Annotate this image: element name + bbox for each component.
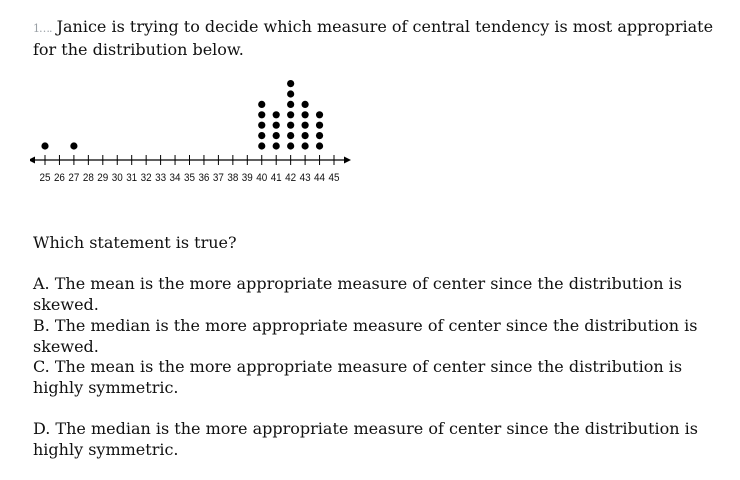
choice-d[interactable]: D. The median is the more appropriate measure of center since the distribution is highly symmetric. bbox=[33, 419, 698, 459]
choice-a[interactable]: A. The mean is the more appropriate measure of center since the distribution is skewed. bbox=[33, 274, 682, 314]
question-stem bbox=[33, 16, 733, 60]
dot-plot bbox=[30, 72, 360, 192]
number-line bbox=[30, 155, 351, 165]
dot-27-1 bbox=[70, 142, 77, 149]
dot-40-4 bbox=[258, 111, 265, 118]
tick-labels bbox=[40, 172, 340, 184]
tick-label-41: 41 bbox=[270, 172, 282, 184]
tick-label-31: 31 bbox=[126, 172, 138, 184]
dot-42-7 bbox=[287, 80, 294, 87]
dot-43-5 bbox=[302, 101, 309, 108]
tick-label-43: 43 bbox=[299, 172, 311, 184]
tick-label-27: 27 bbox=[68, 172, 80, 184]
dot-40-5 bbox=[258, 101, 265, 108]
axis-arrow-left bbox=[30, 157, 35, 164]
dot-41-4 bbox=[273, 111, 280, 118]
question-number: 1…. bbox=[33, 22, 52, 35]
tick-label-45: 45 bbox=[328, 172, 340, 184]
dot-44-3 bbox=[316, 122, 323, 129]
dot-42-3 bbox=[287, 122, 294, 129]
dot-41-3 bbox=[273, 122, 280, 129]
tick-label-34: 34 bbox=[169, 172, 181, 184]
choice-c[interactable]: C. The mean is the more appropriate measure of center since the distribution is highly symmetric. bbox=[33, 357, 683, 397]
dot-40-1 bbox=[258, 142, 265, 149]
tick-label-42: 42 bbox=[285, 172, 297, 184]
tick-label-26: 26 bbox=[53, 172, 65, 184]
tick-label-39: 39 bbox=[241, 172, 253, 184]
tick-label-40: 40 bbox=[256, 172, 268, 184]
tick-label-33: 33 bbox=[155, 172, 167, 184]
dot-42-1 bbox=[287, 142, 294, 149]
dot-44-4 bbox=[316, 111, 323, 118]
dot-40-3 bbox=[258, 122, 265, 129]
dot-42-2 bbox=[287, 132, 294, 139]
tick-label-36: 36 bbox=[198, 172, 210, 184]
dot-44-1 bbox=[316, 142, 323, 149]
dot-42-6 bbox=[287, 90, 294, 97]
dot-41-1 bbox=[273, 142, 280, 149]
dots bbox=[41, 80, 323, 150]
question-text: Janice is trying to decide which measure of central tendency is most appropriate for the distribution below. bbox=[33, 17, 714, 59]
tick-label-28: 28 bbox=[82, 172, 94, 184]
dot-42-5 bbox=[287, 101, 294, 108]
tick-label-44: 44 bbox=[314, 172, 326, 184]
choice-b[interactable]: B. The median is the more appropriate measure of center since the distribution is skewed. bbox=[33, 316, 698, 356]
dot-42-4 bbox=[287, 111, 294, 118]
tick-label-29: 29 bbox=[97, 172, 109, 184]
tick-label-30: 30 bbox=[111, 172, 123, 184]
dot-40-2 bbox=[258, 132, 265, 139]
dot-41-2 bbox=[273, 132, 280, 139]
question-prompt: Which statement is true? bbox=[33, 233, 237, 252]
tick-label-25: 25 bbox=[39, 172, 51, 184]
dot-25-1 bbox=[41, 142, 48, 149]
axis-arrow-right bbox=[344, 157, 351, 164]
tick-label-37: 37 bbox=[212, 172, 224, 184]
dot-43-1 bbox=[302, 142, 309, 149]
dot-44-2 bbox=[316, 132, 323, 139]
dot-43-2 bbox=[302, 132, 309, 139]
dot-43-3 bbox=[302, 122, 309, 129]
tick-label-32: 32 bbox=[140, 172, 152, 184]
tick-label-38: 38 bbox=[227, 172, 239, 184]
tick-label-35: 35 bbox=[184, 172, 195, 184]
dot-43-4 bbox=[302, 111, 309, 118]
